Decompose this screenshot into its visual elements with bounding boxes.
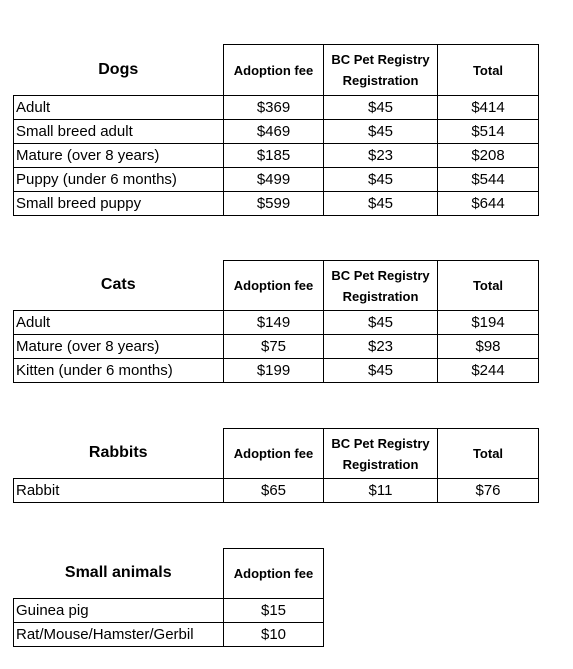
row-label: Rabbit	[14, 479, 224, 503]
adoption-fee-cell: $75	[224, 335, 324, 359]
total-cell: $208	[438, 144, 539, 168]
dogs-header-adoption-fee: Adoption fee	[224, 45, 324, 96]
table-row	[14, 335, 539, 359]
registry-cell: $45	[324, 359, 438, 383]
total-cell: $514	[438, 120, 539, 144]
adoption-fee-cell: $185	[224, 144, 324, 168]
registry-cell: $23	[324, 335, 438, 359]
dogs-title: Dogs	[98, 60, 139, 78]
row-label: Mature (over 8 years)	[14, 335, 224, 359]
cats-header-adoption-fee: Adoption fee	[224, 261, 324, 311]
table-row	[14, 623, 324, 647]
row-label: Small breed adult	[14, 120, 224, 144]
total-cell: $98	[438, 335, 539, 359]
registry-cell: $45	[324, 168, 438, 192]
adoption-fee-cell: $149	[224, 311, 324, 335]
rabbits-title: Rabbits	[88, 444, 148, 462]
registry-cell: $23	[324, 144, 438, 168]
table-row	[14, 168, 539, 192]
adoption-fee-cell: $10	[224, 623, 324, 647]
adoption-fee-cell: $499	[224, 168, 324, 192]
row-label: Adult	[14, 311, 224, 335]
total-cell: $544	[438, 168, 539, 192]
total-cell: $76	[438, 479, 539, 503]
table-row	[14, 311, 539, 335]
total-cell: $414	[438, 96, 539, 120]
adoption-fee-cell: $469	[224, 120, 324, 144]
row-label: Mature (over 8 years)	[14, 144, 224, 168]
row-label: Kitten (under 6 months)	[14, 359, 224, 383]
adoption-fee-cell: $199	[224, 359, 324, 383]
rabbits-header-registry: BC Pet Registry Registration	[324, 429, 438, 479]
total-cell: $244	[438, 359, 539, 383]
small-animals-header-adoption-fee: Adoption fee	[224, 549, 324, 599]
adoption-fee-cell: $599	[224, 192, 324, 216]
table-row	[14, 96, 539, 120]
table-row	[14, 192, 539, 216]
dogs-table	[13, 44, 539, 216]
registry-cell: $11	[324, 479, 438, 503]
total-cell: $644	[438, 192, 539, 216]
adoption-fee-cell: $15	[224, 599, 324, 623]
rabbits-table	[13, 428, 539, 503]
registry-cell: $45	[324, 96, 438, 120]
table-row	[14, 479, 539, 503]
registry-cell: $45	[324, 120, 438, 144]
adoption-fee-cell: $65	[224, 479, 324, 503]
table-row	[14, 599, 324, 623]
table-row	[14, 144, 539, 168]
cats-table	[13, 260, 539, 383]
registry-cell: $45	[324, 192, 438, 216]
table-row	[14, 359, 539, 383]
total-cell: $194	[438, 311, 539, 335]
small-animals-title: Small animals	[64, 564, 172, 582]
row-label: Guinea pig	[14, 599, 224, 623]
cats-title: Cats	[100, 276, 136, 294]
rabbits-header-total: Total	[438, 429, 539, 479]
row-label: Small breed puppy	[14, 192, 224, 216]
table-row	[14, 120, 539, 144]
cats-header-registry: BC Pet Registry Registration	[324, 261, 438, 311]
rabbits-header-adoption-fee: Adoption fee	[224, 429, 324, 479]
adoption-fee-cell: $369	[224, 96, 324, 120]
cats-header-total: Total	[438, 261, 539, 311]
small-animals-table	[13, 548, 324, 647]
dogs-header-registry: BC Pet Registry Registration	[324, 45, 438, 96]
row-label: Rat/Mouse/Hamster/Gerbil	[14, 623, 224, 647]
row-label: Adult	[14, 96, 224, 120]
row-label: Puppy (under 6 months)	[14, 168, 224, 192]
registry-cell: $45	[324, 311, 438, 335]
dogs-header-total: Total	[438, 45, 539, 96]
